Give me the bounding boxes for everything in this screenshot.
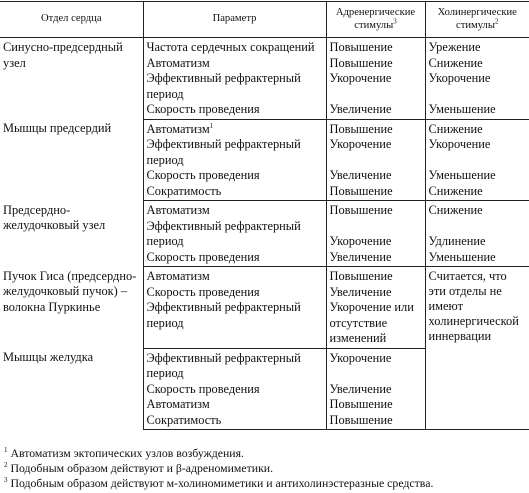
param-cell: Эффективный рефрактерный период [143,219,326,250]
adren-cell: Повышение [326,413,425,430]
heart-stimuli-table [0,1,529,430]
adren-cell: Укорочение [326,219,425,250]
dept-cell: Мышцы предсердий [3,121,112,135]
cholin-cell: Снижение [425,119,529,137]
footnote-ref: 2 [494,17,499,26]
param-cell: Автоматизм [143,56,326,72]
adren-cell: Повышение [326,119,425,137]
adren-cell: Повышение [326,397,425,413]
param-cell: Автоматизм [143,397,326,413]
param-cell: Эффективный рефрактерный период [143,300,326,348]
dept-cell: Предсердно-желудочковый узел [3,202,106,232]
cholin-merged-note: Считается, что эти отделы не имеют холинергической иннервации [425,267,529,430]
cholin-cell: Урежение [425,38,529,56]
param-cell: Эффективный рефрактерный период [143,348,326,382]
adren-cell: Повышение [326,201,425,219]
adren-cell: Повышение [326,184,425,201]
param-cell: Частота сердечных сокращений [143,38,326,56]
param-cell: Автоматизм$^1$ [143,119,326,137]
param-cell: Скорость проведения [143,382,326,398]
footnote-1: $^1$ Автоматизм эктопических узлов возбуждения. [4,446,244,460]
param-cell: Эффективный рефрактерный период [143,71,326,102]
param-cell: Скорость проведения [143,285,326,301]
param-cell: Скорость проведения [143,102,326,119]
table-row [0,38,529,56]
footnote-ref: 3 [393,17,397,26]
table-row [0,201,529,219]
cholin-cell: Уменьшение [425,102,529,119]
dept-cell: Пучок Гиса (предсердно-желудочковый пучок) – волокна Пуркинье [3,268,137,314]
adren-cell: Увеличение [326,102,425,119]
param-cell: Автоматизм [143,267,326,285]
header-cholin: Холинергические стимулы$^2$ [425,2,529,38]
adren-cell: Повышение [326,267,425,285]
adren-cell: Укорочение или отсутствие изменений [326,300,425,348]
cholin-cell: Уменьшение [425,250,529,267]
param-cell: Автоматизм [143,201,326,219]
table-header-row [0,2,529,38]
footnote-2: $^2$ Подобным образом действуют и β-адреномиметики. [4,461,274,476]
adren-cell: Повышение [326,56,425,72]
footnote-ref: 1 [209,121,214,130]
header-adren: Адренергические стимулы$^3$ [326,2,425,38]
cholin-cell: Удлинение [425,219,529,250]
cholin-cell: Снижение [425,184,529,201]
param-cell: Сократимость [143,184,326,201]
param-cell: Эффективный рефрактерный период [143,137,326,168]
footnote-3: $^3$ Подобным образом действуют м-холиномиметики и антихолинэстеразные средства. [4,476,434,491]
cholin-cell: Уменьшение [425,168,529,184]
cholin-cell: Укорочение [425,71,529,102]
adren-cell: Увеличение [326,168,425,184]
dept-cell: Мышцы желудка [3,350,94,364]
param-cell: Сократимость [143,413,326,430]
cholin-cell: Укорочение [425,137,529,168]
table-row [0,119,529,137]
cholin-cell: Снижение [425,201,529,219]
adren-cell: Увеличение [326,285,425,301]
adren-cell: Укорочение [326,348,425,382]
footnotes [4,446,524,492]
adren-cell: Увеличение [326,382,425,398]
cholin-cell: Снижение [425,56,529,72]
header-param: Параметр [143,2,326,38]
adren-cell: Укорочение [326,137,425,168]
adren-cell: Укорочение [326,71,425,102]
param-cell: Скорость проведения [143,250,326,267]
adren-cell: Увеличение [326,250,425,267]
header-dept: Отдел сердца [0,2,143,38]
dept-cell: Синусно-предсердный узел [3,40,123,70]
adren-cell: Повышение [326,38,425,56]
param-cell: Скорость проведения [143,168,326,184]
table-row [0,267,529,285]
